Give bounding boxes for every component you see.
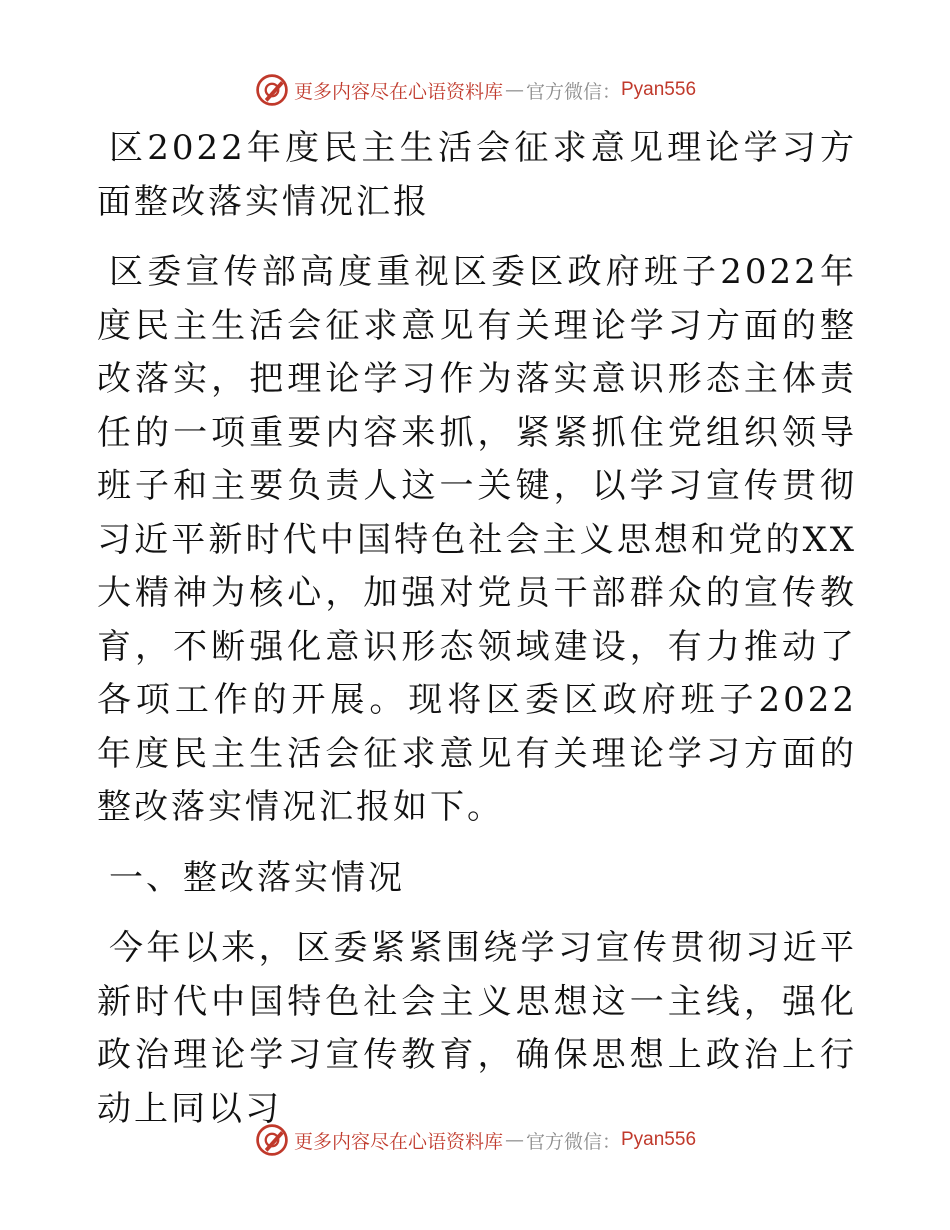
header-watermark — [0, 70, 950, 110]
watermark-separator: — — [504, 1129, 524, 1151]
document-body — [97, 122, 857, 1136]
section-paragraph: 今年以来，区委紧紧围绕学习宣传贯彻习近平新时代中国特色社会主义思想这一主线，强化政治理论学习宣传教育，确保思想上政治上行动上同以习 — [97, 928, 857, 1129]
watermark-main-text: 更多内容尽在心语资料库 — [293, 80, 503, 103]
watermark-main-text: 更多内容尽在心语资料库 — [293, 1130, 503, 1153]
section-heading: 一、整改落实情况 — [109, 857, 405, 898]
watermark-separator: — — [504, 79, 524, 101]
intro-paragraph: 区委宣传部高度重视区委区政府班子2022年度民主生活会征求意见有关理论学习方面的整改落实，把理论学习作为落实意识形态主体责任的一项重要内容来抓，紧紧抓住党组织领导班子和主要负责人这一关键，以学习宣传贯彻习近平新时代中国特色社会主义思想和党的XX大精神为核心，加强对党员干部群众的宣传教育，不断强化意识形态领域建设，有力推动了各项工作的开展。现将区委区政府班子2022年度民主生活会征求意见有关理论学习方面的整改落实情况汇报如下。 — [97, 252, 857, 827]
watermark-official-text: 官方微信： — [525, 1130, 621, 1153]
document-title: 区2022年度民主生活会征求意见理论学习方面整改落实情况汇报 — [97, 128, 857, 222]
watermark-official-text: 官方微信： — [525, 80, 621, 103]
pen-logo-icon — [254, 1122, 290, 1158]
watermark-wechat-id: Pyan556 — [621, 1129, 697, 1150]
watermark-wechat-id: Pyan556 — [621, 79, 697, 100]
footer-watermark — [0, 1120, 950, 1160]
pen-logo-icon — [254, 72, 290, 108]
